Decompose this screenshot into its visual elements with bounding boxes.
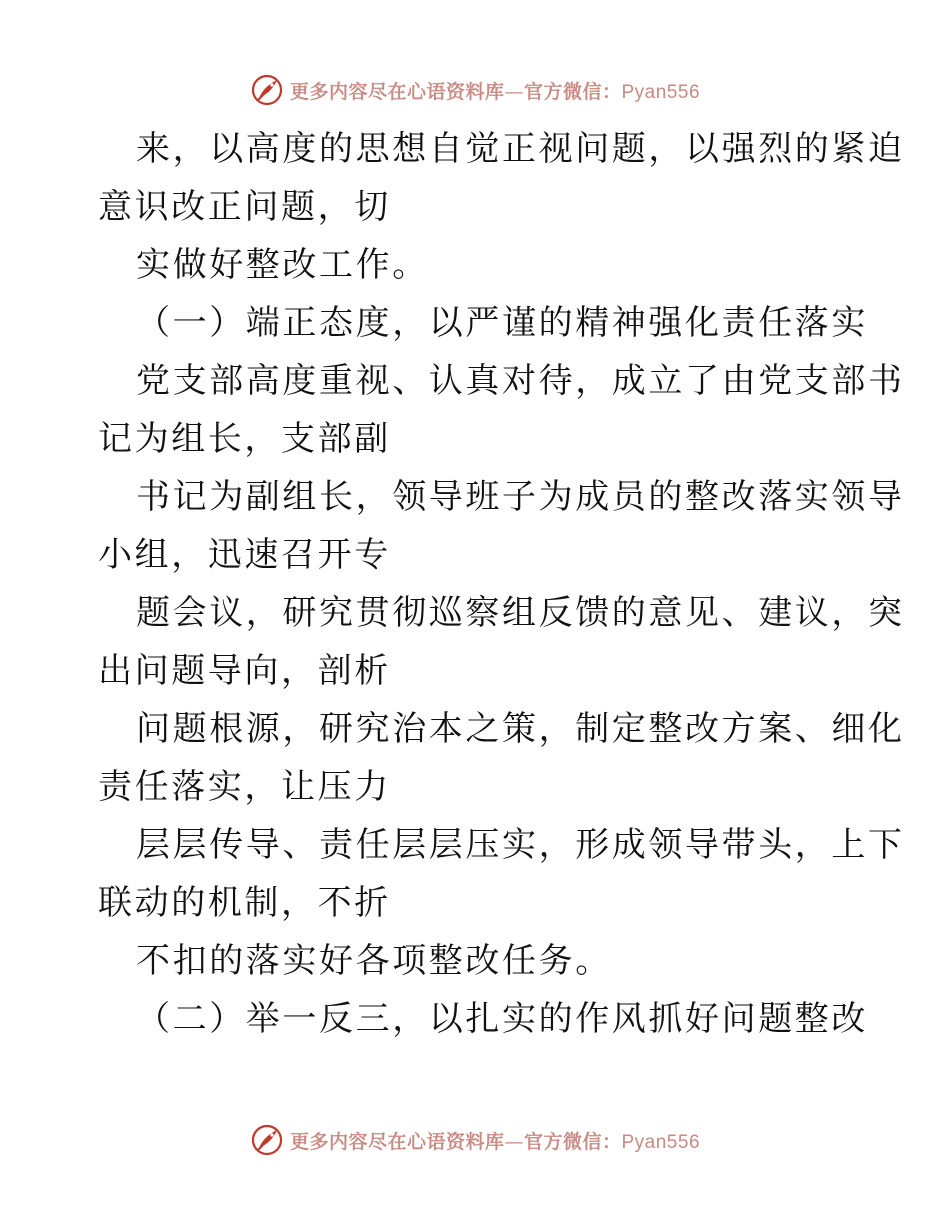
- footer-watermark-text: 更多内容尽在心语资料库—官方微信：Pyan556: [289, 1130, 701, 1153]
- footer-watermark: [0, 1122, 950, 1158]
- text-line: 实做好整改工作。: [136, 245, 429, 285]
- header-watermark-text: 更多内容尽在心语资料库—官方微信：Pyan556: [289, 80, 701, 103]
- text-line: 记为组长，支部副: [98, 419, 391, 459]
- text-line: 不扣的落实好各项整改任务。: [136, 941, 612, 981]
- text-line: 层层传导、责任层层压实，形成领导带头，上下: [136, 825, 905, 865]
- text-line: 来，以高度的思想自觉正视问题，以强烈的紧迫: [136, 129, 905, 169]
- text-line: 小组，迅速召开专: [98, 535, 391, 575]
- text-line: 问题根源，研究治本之策，制定整改方案、细化: [136, 709, 905, 749]
- quill-pen-logo-icon: [250, 73, 284, 107]
- text-line: 党支部高度重视、认真对待，成立了由党支部书: [136, 361, 905, 401]
- text-line: 题会议，研究贯彻巡察组反馈的意见、建议，突: [136, 593, 905, 633]
- text-line: 意识改正问题，切: [98, 187, 391, 227]
- header-watermark: [0, 72, 950, 108]
- text-line: 书记为副组长，领导班子为成员的整改落实领导: [136, 477, 905, 517]
- text-line: 联动的机制，不折: [98, 883, 391, 923]
- section-heading: （一）端正态度，以严谨的精神强化责任落实: [136, 303, 868, 343]
- text-line: 出问题导向，剖析: [98, 651, 391, 691]
- text-line: 责任落实，让压力: [98, 767, 391, 807]
- quill-pen-logo-icon: [250, 1123, 284, 1157]
- section-heading: （二）举一反三，以扎实的作风抓好问题整改: [136, 999, 868, 1039]
